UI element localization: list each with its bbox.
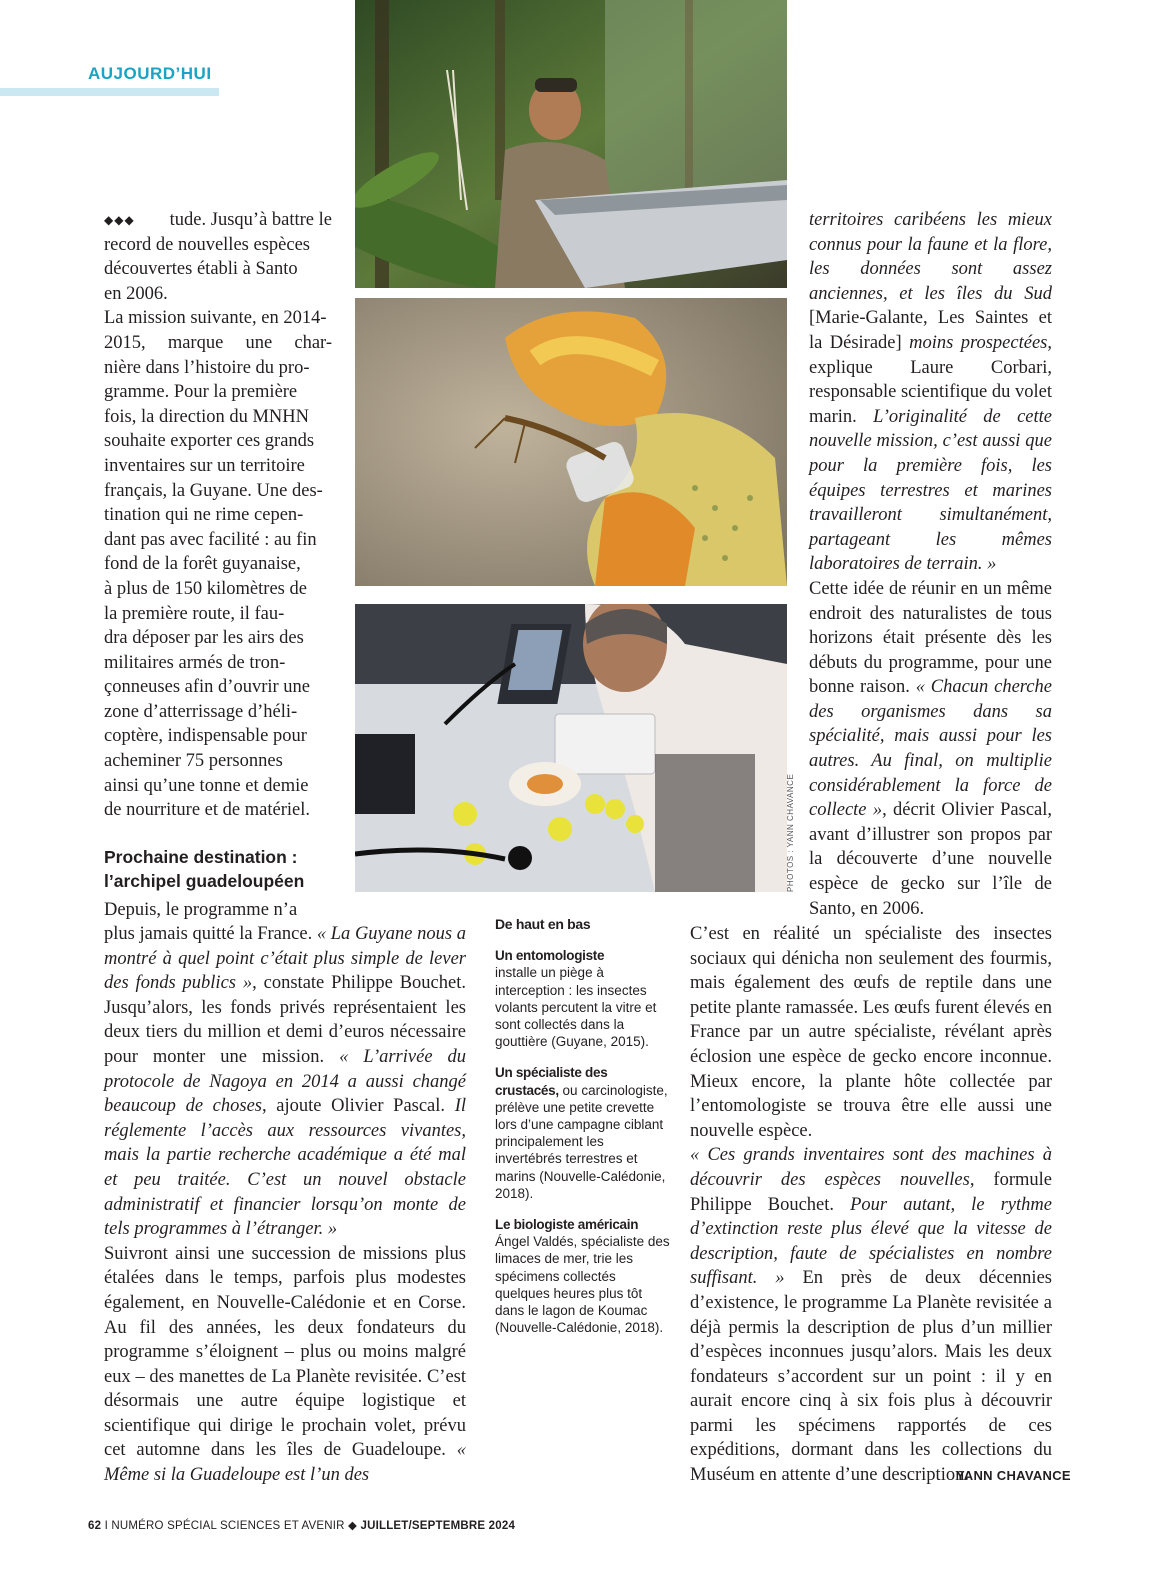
caption-item-text: ou carcinologiste, prélève une petite crevette lors d’une campagne ciblant principalement les invertébrés terrestres et marins (Nouvelle-Calédonie, 2018).: [495, 1082, 668, 1201]
caption-heading: De haut en bas: [495, 916, 591, 932]
text: Cette idée de réunir en un même endroit des naturalistes de tous horizons était présente dès les débuts du programme, pour une bonne raison.: [809, 578, 1052, 698]
text-line: zone d’atterrissage d’héli-: [104, 701, 298, 722]
text-line: fois, la direction du MNHN: [104, 406, 310, 427]
text-line: en 2006.: [104, 283, 168, 304]
text-line: militaires armés de tron-: [104, 652, 286, 673]
quote: Il réglemente l’accès aux ressources vivantes, mais la partie recherche académique a été mal et peu traitée. C’est un nouvel obstacle administratif et financier lorsqu’on monte de tels programmes à l’étranger. »: [104, 1096, 466, 1240]
text-line: de nourriture et de matériel.: [104, 800, 310, 821]
text-line: record de nouvelles espèces: [104, 234, 310, 255]
quote: territoires caribéens les mieux connus pour la faune et la flore, les données sont assez anciennes, et les îles du Sud: [809, 210, 1052, 304]
text: Suivront ainsi une succession de missions plus étalées dans le temps, parfois plus modestes également, en Nouvelle-Calédonie et en Corse. Au fil des années, les deux fondateurs du programme s’éloignent – plus ou moins malgré eux – des manettes de La Planète revisitée. C’est désormais une autre équipe logistique et scientifique qui dirige le prochain volet, prévu cet automne dans les îles de Guadeloupe.: [104, 1243, 466, 1461]
text-line: tination qui ne rime cepen-: [104, 505, 304, 526]
text-line: fond de la forêt guyanaise,: [104, 554, 301, 575]
text: , formule Philippe Bouchet.: [690, 1169, 1052, 1215]
photo-caption: [495, 916, 670, 1350]
text-line: 2015, marque une char-: [104, 332, 332, 353]
caption-item-text: Ángel Valdés, spécialiste des limaces de mer, trie les spécimens collectés quelques heures plus tôt dans le lagon de Koumac (Nouvelle-Calédonie, 2018).: [495, 1234, 670, 1336]
caption-item-title: Un spécialiste des crustacés,: [495, 1065, 608, 1098]
quote: « Même si la Guadeloupe est l’un des: [104, 1440, 466, 1486]
magazine-title: NUMÉRO SPÉCIAL SCIENCES ET AVENIR: [111, 1520, 345, 1532]
text-line-content: tude. Jusqu’à battre le: [169, 210, 332, 230]
text-line: dant pas avec facilité : au fin: [104, 529, 317, 550]
caption-item-title: Un entomologiste: [495, 948, 605, 964]
photo-credit: [786, 773, 800, 892]
caption-item: [495, 1064, 670, 1202]
text-line: ainsi qu’une tonne et demie: [104, 775, 309, 796]
column-1-first-line: Depuis, le programme n’a: [104, 900, 298, 920]
subheading: [104, 845, 334, 893]
page-footer: [88, 1518, 515, 1532]
column-3-upper: [809, 208, 1052, 921]
paragraph: [690, 1143, 1052, 1487]
quote: moins prospectées: [909, 332, 1048, 353]
text: [Marie-Galante, Les Saintes et la Désirade]: [809, 308, 1052, 353]
author-signature: YANN CHAVANCE: [956, 1468, 1071, 1483]
paragraph: [104, 1242, 466, 1488]
photo-crustacean: [355, 298, 787, 586]
text: , ajoute Olivier Pascal.: [262, 1096, 455, 1117]
quote: « L’arrivée du protocole de Nagoya en 2014 a aussi changé beaucoup de choses: [104, 1046, 467, 1117]
paragraph: [104, 922, 466, 1242]
text-line: gramme. Pour la première: [104, 382, 298, 403]
diamond-icon: ◆: [344, 1520, 361, 1532]
text: , décrit Olivier Pascal, avant d’illustrer son propos par la découverte d’une nouvelle espèce de gecko sur l’île de Santo, en 2006.: [809, 800, 1053, 919]
continuation-mark: ◆◆◆: [104, 213, 135, 227]
caption-item-text: installe un piège à interception : les insectes volants percutent la vitre et sont collectés dans la gouttière (Guyane, 2015).: [495, 965, 657, 1050]
subheading-line: Prochaine destination :: [104, 847, 298, 867]
text: En près de deux décennies d’existence, le programme La Planète revisitée a déjà permis la description de plus d’un millier d’espèces inconnues jusqu’alors. Mais les deux fondateurs s’accordent sur un point : il y en aurait encore cinq à six fois plus à découvrir parmi les spécimens rapportés de ces expéditions, dormant dans les collections du Muséum en attente d’une description.: [690, 1268, 1052, 1486]
text-line: acheminer 75 personnes: [104, 751, 283, 772]
text-line: à plus de 150 kilomètres de: [104, 578, 307, 599]
text-line: la première route, il fau-: [104, 603, 285, 624]
paragraph: [690, 922, 1052, 1143]
text-line: dra déposer par les airs des: [104, 628, 304, 649]
text-line: découvertes établi à Santo: [104, 259, 298, 280]
text-line: nière dans l’histoire du pro-: [104, 357, 310, 378]
quote: Pour autant, le rythme d’extinction reste plus élevé que la vitesse de description, faute de spécialistes en nombre suffisant. »: [690, 1194, 1052, 1289]
text: C’est en réalité un spécialiste des insectes sociaux qui dénicha non seulement des fourmis, mais également des œufs de reptile dans une petite plante ramassée. Les œufs furent élevés en France par un autre spécialiste, révélant après éclosion une espèce de gecko encore inconnue. Mieux encore, la plante hôte collectée par l’entomologiste se trouva être elle aussi une nouvelle espèce.: [690, 924, 1052, 1141]
text-line: souhaite exporter ces grands: [104, 431, 315, 452]
quote: « Chacun cherche des organismes dans sa spécialité, mais aussi pour les autres. Au final, on multiplie considérablement la force de collecte »: [809, 677, 1052, 821]
text: , explique Laure Corbari, responsable scientifique du volet marin.: [809, 332, 1053, 427]
text-line: inventaires sur un territoire: [104, 455, 305, 476]
subheading-line: l’archipel guadeloupéen: [104, 871, 305, 891]
column-1-narrow: [104, 208, 332, 823]
caption-item: [495, 1216, 670, 1336]
section-rubric: AUJOURD’HUI: [88, 64, 212, 83]
issue-date: JUILLET/SEPTEMBRE 2024: [360, 1520, 516, 1532]
quote: « Ces grands inventaires sont des machines à découvrir des espèces nouvelles: [690, 1145, 1052, 1190]
column-1-wide: [104, 922, 466, 1488]
text-line: coptère, indispensable pour: [104, 726, 307, 747]
text-line: [104, 208, 332, 233]
column-3-lower: [690, 922, 1052, 1488]
paragraph: [809, 208, 1052, 577]
photo-entomologist: [355, 0, 787, 288]
text-line: français, la Guyane. Une des-: [104, 480, 323, 501]
quote: « La Guyane nous a montré à quel point c’était plus simple de lever des fonds publics »: [104, 924, 466, 994]
text-line: La mission suivante, en 2014-: [104, 308, 327, 329]
paragraph: [809, 577, 1052, 921]
page-number: 62: [88, 1520, 102, 1532]
footer-separator: I: [101, 1520, 112, 1532]
rubric-bar: [0, 88, 219, 96]
photo-lab: [355, 604, 787, 892]
text: plus jamais quitté la France.: [104, 924, 317, 944]
photo-credit-text: PHOTOS : YANN CHAVANCE: [786, 773, 795, 892]
quote: L’originalité de cette nouvelle mission, c’est aussi que pour la première fois, les équipes terrestres et marines travailleront simultanément, partageant les mêmes laboratoires de terrain. »: [809, 406, 1053, 575]
text-line: çonneuses afin d’ouvrir une: [104, 677, 311, 698]
text: , constate Philippe Bouchet. Jusqu’alors, les fonds privés représentaient les deux tiers du million et demi d’euros nécessaire pour monter une mission.: [104, 973, 466, 1067]
caption-item-title: Le biologiste américain: [495, 1217, 639, 1233]
caption-item: [495, 947, 670, 1050]
